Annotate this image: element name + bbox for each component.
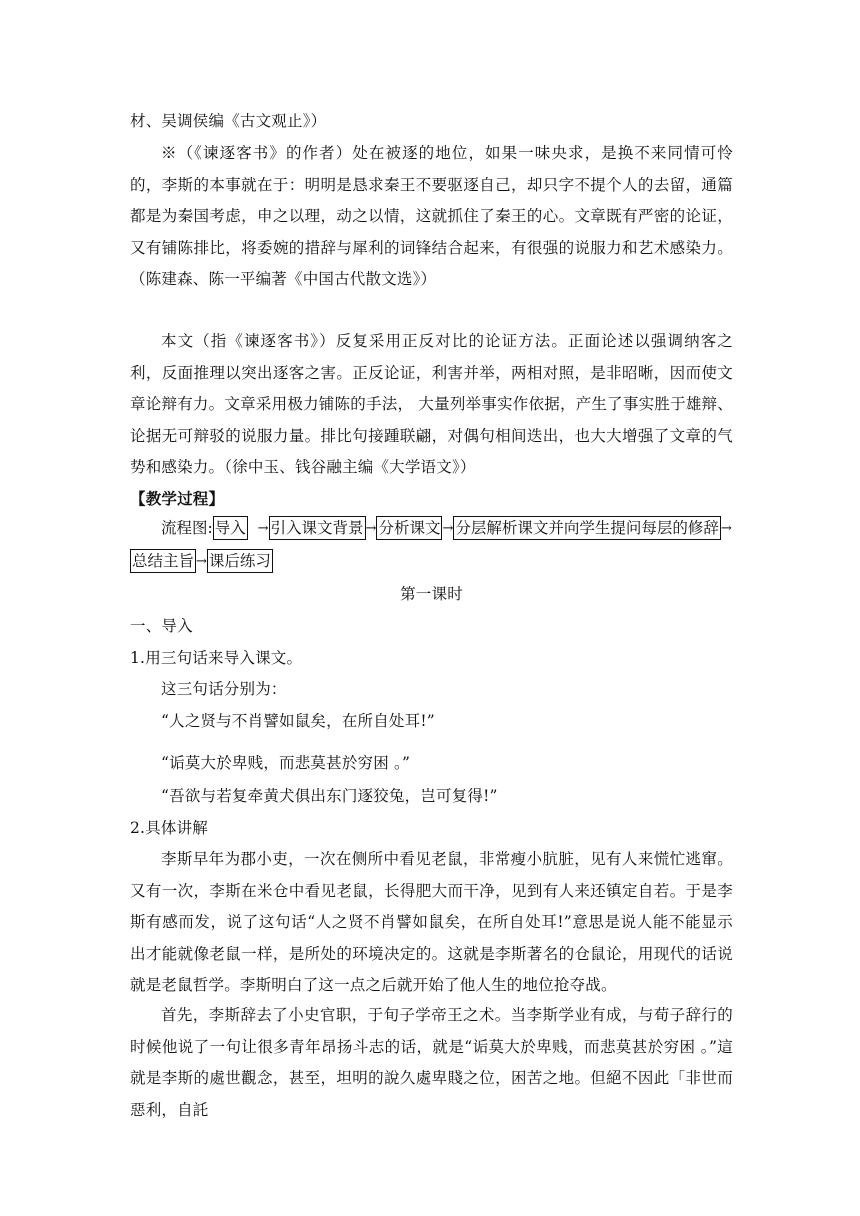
section-heading-intro: 一、导入 [130, 617, 193, 635]
flow-arrow-icon: → [720, 521, 732, 536]
paragraph-explanation-2: 首先，李斯辞去了小史官职，于旬子学帝王之术。当李斯学业有成，与荀子辞行的时候他说了一句让很多青年昂扬斗志的话，就是“诟莫大於卑贱，而悲莫甚於穷困 。”這就是李斯的處世觀念，甚至，坦明的說久處卑賤之位，困苦之地。但絕不因此「非世而惡利，自託 [130, 1006, 733, 1119]
flow-step-background: 引入课文背景 [269, 516, 366, 540]
paragraph-commentary-1: ※（《谏逐客书》的作者）处在被逐的地位，如果一味央求，是换不来同情可怜的，李斯的本事就在于：明明是恳求秦王不要驱逐自己，却只字不提个人的去留，通篇都是为秦国考虑，申之以理，动之以情，这就抓住了秦王的心。文章既有严密的论证，又有铺陈排比，将委婉的措辞与犀利的词锋结合起来，有很强的说服力和艺术感染力。（陈建森、陈一平编著《中国古代散文选》） [130, 144, 733, 288]
quote-1: “人之贤与不肖譬如鼠矣，在所自处耳!” [161, 712, 435, 730]
flow-arrow-icon: → [257, 521, 269, 536]
flow-arrow-icon: → [442, 521, 454, 536]
flow-step-layered-analysis: 分层解析课文并向学生提问每层的修辞 [453, 516, 721, 540]
quote-3: “吾欲与若复牵黄犬俱出东门逐狡兔，岂可复得!” [161, 787, 498, 805]
flow-step-intro: 导入 [213, 516, 248, 540]
paragraph-source-guwen: 材、吴调侯编《古文观止》） [130, 112, 327, 130]
paragraph-commentary-2: 本文（指《谏逐客书》）反复采用正反对比的论证方法。正面论述以强调纳客之利，反面推理以突出逐客之害。正反论证，利害并举，两相对照，是非昭晰，因而使文章论辩有力。文章采用极力铺陈的手法， 大量列举事实作依据，产生了事实胜于雄辩、论据无可辩驳的说服力量。排比句接踵联翩，对偶句相间迭出，也大大增强了文章的气势和感染力。（徐中玉、钱谷融主编《大学语文》） [130, 332, 733, 476]
flow-step-analyze: 分析课文 [376, 516, 442, 540]
flow-step-summary: 总结主旨 [130, 549, 196, 573]
lesson-title: 第一课时 [400, 585, 463, 603]
flowchart-row-2 [130, 549, 770, 574]
paragraph-explanation-1: 李斯早年为郡小吏，一次在侧所中看见老鼠，非常瘦小肮脏，见有人来慌忙逃窜。又有一次，李斯在米仓中看见老鼠，长得肥大而干净，见到有人来还镇定自若。于是李斯有感而发，说了这句话“人之贤不肖譬如鼠矣，在所自处耳!”意思是说人能不能显示出才能就像老鼠一样，是所处的环境决定的。这就是李斯著名的仓鼠论，用现代的话说就是老鼠哲学。李斯明白了这一点之后就开始了他人生的地位抢夺战。 [130, 850, 733, 994]
flowchart-label: 流程图: [161, 519, 213, 537]
list-item-1: 1.用三句话来导入课文。 [130, 649, 303, 667]
quote-2: “诟莫大於卑贱，而悲莫甚於穷困 。” [161, 754, 411, 772]
heading-teaching-process: 【教学过程】 [130, 489, 225, 508]
list-item-1-intro: 这三句话分别为： [161, 680, 287, 698]
flow-step-exercises: 课后练习 [207, 549, 273, 573]
flow-arrow-icon: → [196, 554, 207, 569]
flowchart-row-1 [161, 516, 801, 541]
flow-arrow-icon: → [365, 521, 377, 536]
list-item-2: 2.具体讲解 [130, 819, 208, 837]
